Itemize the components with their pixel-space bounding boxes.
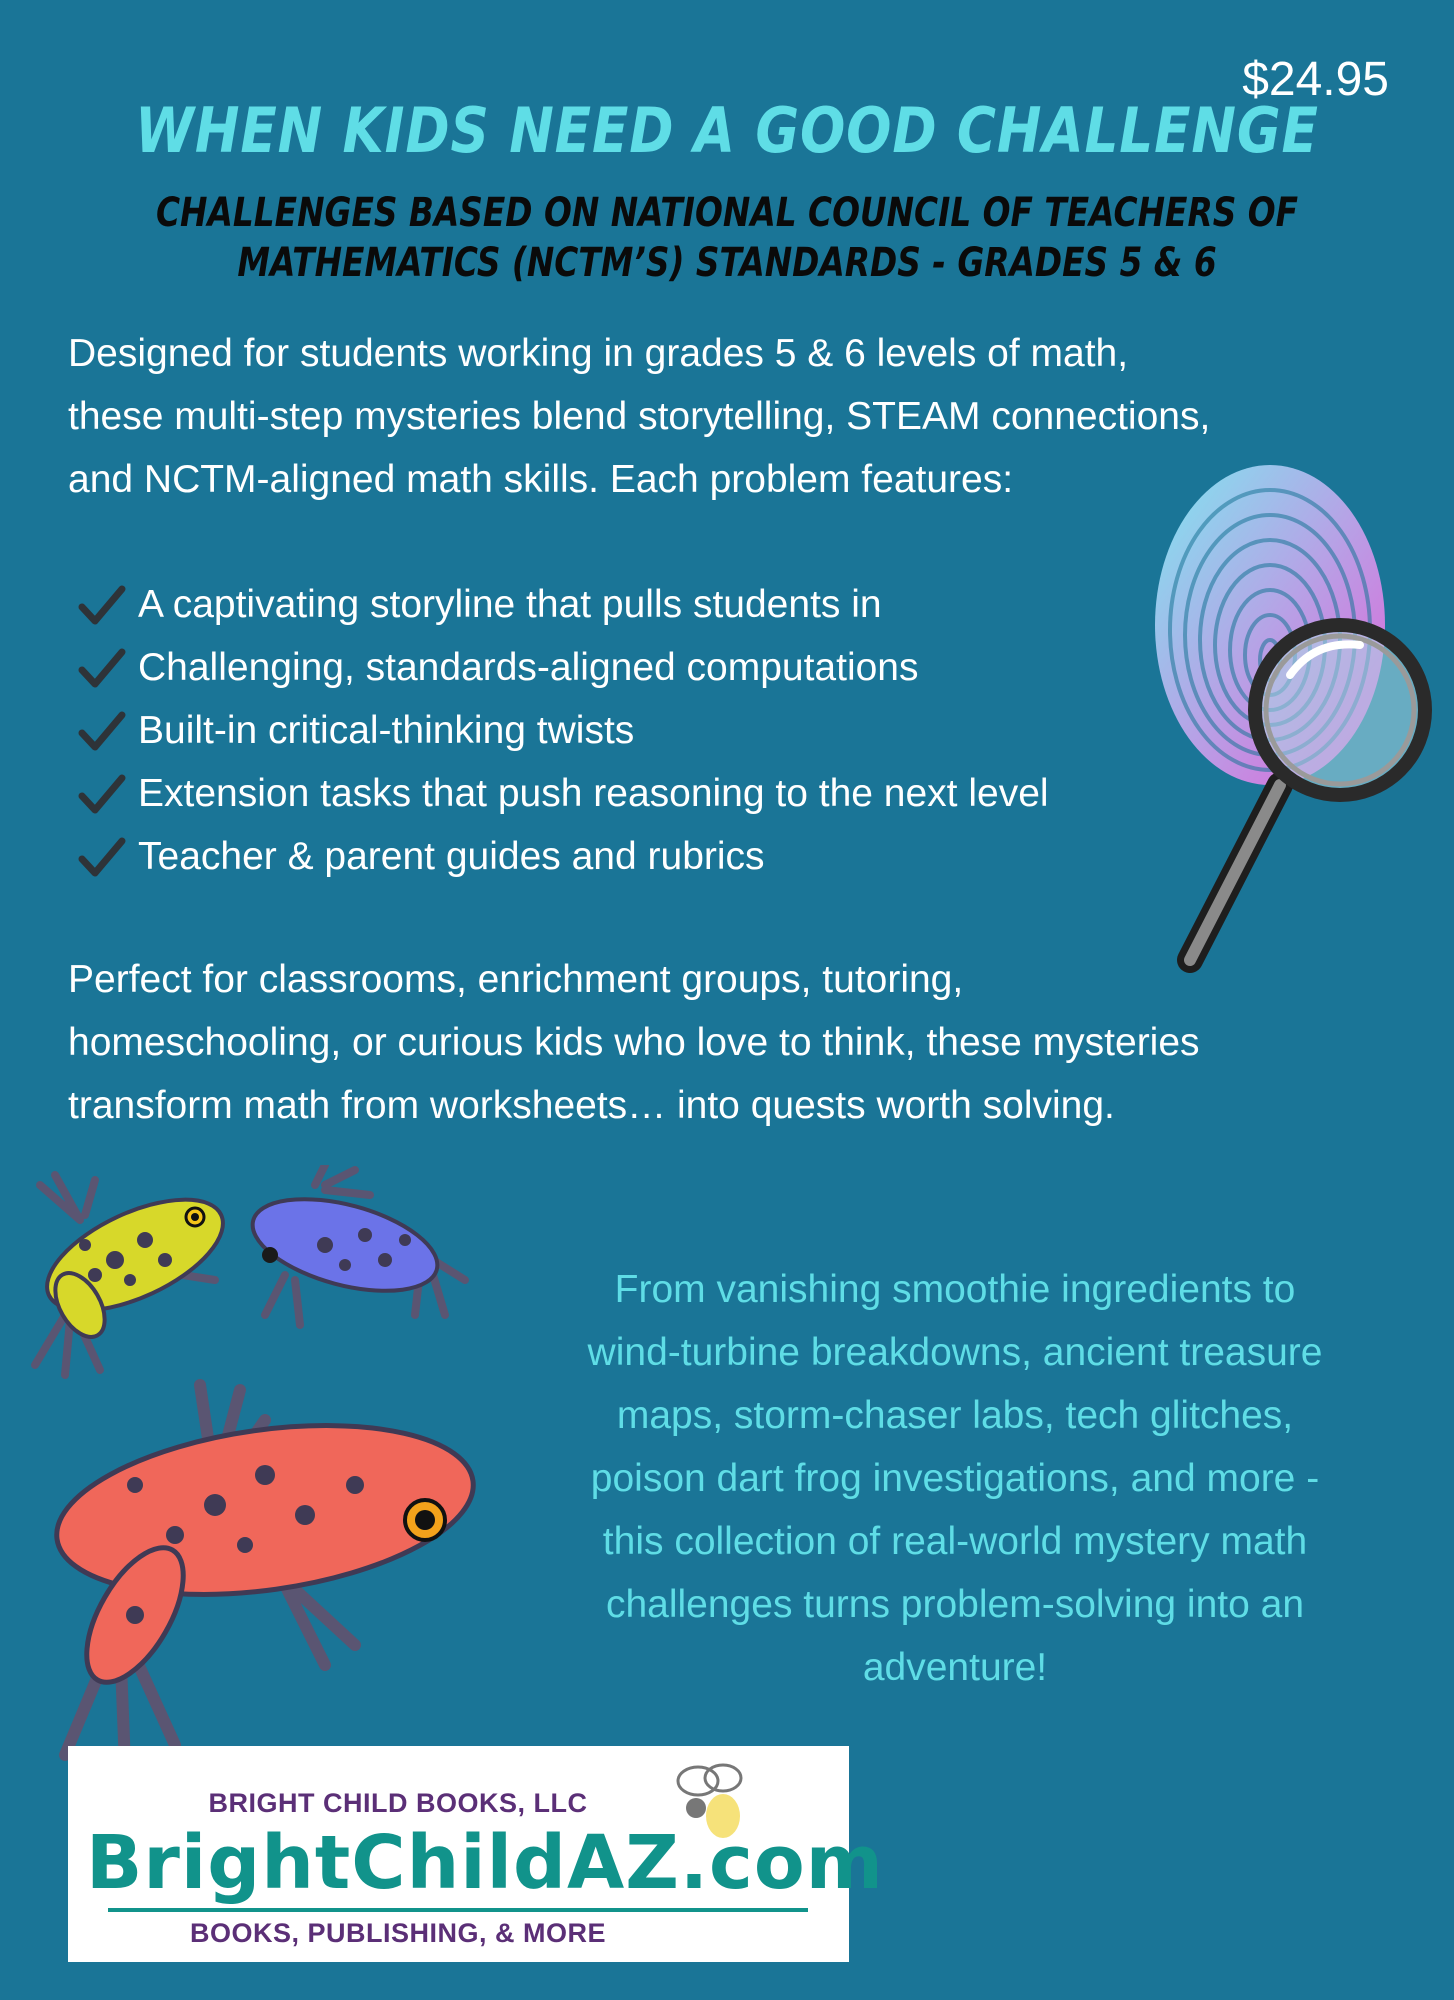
page-subtitle bbox=[131, 188, 1323, 288]
audience-paragraph bbox=[68, 948, 1408, 1137]
promo-line: this collection of real-world mystery math bbox=[602, 1520, 1308, 1563]
logo-website: BrightChildAZ.com bbox=[86, 1820, 884, 1906]
logo-underline bbox=[108, 1908, 808, 1912]
list-item bbox=[78, 699, 1049, 762]
yellow-frog-icon bbox=[31, 1175, 239, 1375]
audience-line: Perfect for classrooms, enrichment groups, tutoring, bbox=[68, 958, 964, 1001]
fingerprint-magnifier-illustration bbox=[1140, 455, 1440, 975]
promo-line: maps, storm-chaser labs, tech glitches, bbox=[616, 1394, 1294, 1437]
subtitle-line: MATHEMATICS (NCTM’S) STANDARDS - GRADES 5 & 6 bbox=[237, 240, 1217, 286]
feature-text: A captivating storyline that pulls students in bbox=[138, 583, 882, 626]
audience-line: homeschooling, or curious kids who love to think, these mysteries bbox=[68, 1021, 1200, 1064]
promo-line: wind-turbine breakdowns, ancient treasure bbox=[587, 1331, 1323, 1374]
intro-line: Designed for students working in grades 5 & 6 levels of math, bbox=[68, 332, 1129, 375]
intro-line: these multi-step mysteries blend storytelling, STEAM connections, bbox=[68, 395, 1211, 438]
red-frog-icon bbox=[46, 1385, 484, 1765]
check-icon bbox=[78, 709, 126, 753]
blue-frog-icon bbox=[243, 1165, 465, 1325]
subtitle-line: CHALLENGES BASED ON NATIONAL COUNCIL OF TEACHERS OF bbox=[155, 190, 1299, 236]
check-icon bbox=[78, 835, 126, 879]
feature-text: Built-in critical-thinking twists bbox=[138, 709, 635, 752]
feature-list bbox=[78, 573, 1049, 888]
frogs-illustration bbox=[25, 1165, 505, 1785]
promo-line: challenges turns problem-solving into an bbox=[605, 1583, 1305, 1626]
feature-text: Challenging, standards-aligned computations bbox=[138, 646, 919, 689]
list-item bbox=[78, 636, 1049, 699]
audience-line: transform math from worksheets… into quests worth solving. bbox=[68, 1084, 1115, 1127]
feature-text: Extension tasks that push reasoning to the next level bbox=[138, 772, 1049, 815]
promo-line: poison dart frog investigations, and more - bbox=[590, 1457, 1320, 1500]
check-icon bbox=[78, 646, 126, 690]
publisher-logo bbox=[68, 1746, 884, 1962]
check-icon bbox=[78, 772, 126, 816]
logo-tagline: BOOKS, PUBLISHING, & MORE bbox=[189, 1918, 607, 1948]
list-item bbox=[78, 762, 1049, 825]
promo-paragraph bbox=[520, 1258, 1390, 1699]
list-item bbox=[78, 573, 1049, 636]
logo-company-name: BRIGHT CHILD BOOKS, LLC bbox=[208, 1788, 588, 1818]
page-title: WHEN KIDS NEED A GOOD CHALLENGE bbox=[135, 94, 1319, 167]
promo-line: From vanishing smoothie ingredients to bbox=[614, 1268, 1296, 1311]
intro-line: and NCTM-aligned math skills. Each problem features: bbox=[68, 458, 1014, 501]
check-icon bbox=[78, 583, 126, 627]
feature-text: Teacher & parent guides and rubrics bbox=[138, 835, 765, 878]
price-label: $24.95 bbox=[1242, 53, 1389, 106]
promo-line: adventure! bbox=[862, 1646, 1048, 1689]
list-item bbox=[78, 825, 1049, 888]
